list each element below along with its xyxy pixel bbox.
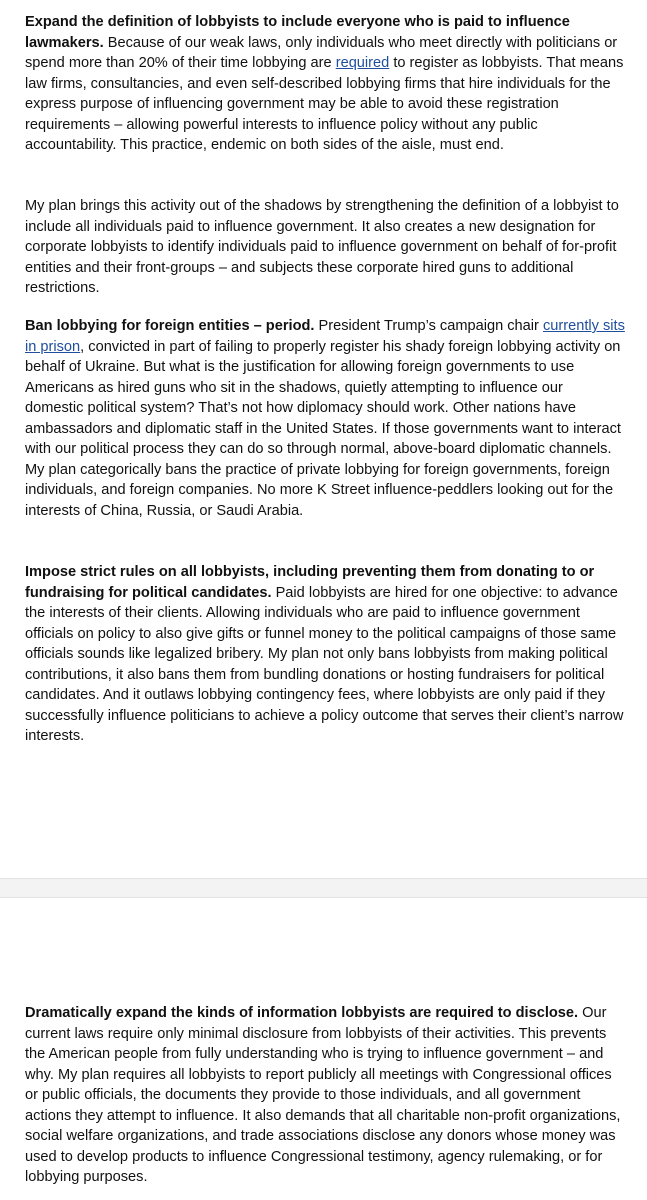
paragraph-disclosure bbox=[25, 1003, 625, 1188]
body-text: to register as lobbyists. That means law firms, consultancies, and even self-described lobbying firms that hire individuals for the express purpose of influencing government may be able to avoid these registration requirements – allowing powerful interests to influence policy without any public accountability. This practice, endemic on both sides of the aisle, must end. bbox=[25, 55, 624, 153]
paragraph-foreign-ban bbox=[25, 316, 625, 521]
body-text: President Trump’s campaign chair bbox=[318, 318, 539, 334]
paragraph-shadows bbox=[25, 196, 625, 299]
heading-disclosure: Dramatically expand the kinds of information lobbyists are required to disclose. bbox=[25, 1005, 579, 1021]
body-text: Paid lobbyists are hired for one objective: to advance the interests of their clients. Allowing individuals who are paid to influence government officials on policy to also give gifts or funnel money to the political campaigns of those same officials sounds like legalized bribery. My plan not only bans lobbyists from making political contributions, it also bans them from bundling donations or hosting fundraisers for political candidates. And it outlaws lobbying contingency fees, where lobbyists are only paid if they successfully influence politicians to achieve a policy outcome that serves their client’s narrow interests. bbox=[25, 584, 624, 744]
body-text: , convicted in part of failing to properly register his shady foreign lobbying activity on behalf of Ukraine. But what is the justification for allowing foreign governments to use Americans as hired guns who sit in the shadows, quietly attempting to influence our domestic political system? That’s not how diplomacy should work. Other nations have ambassadors and diplomatic staff in the United States. If those governments want to interact with our political process they can do so through normal, above-board diplomatic channels. My plan categorically bans the practice of private lobbying for foreign governments, foreign individuals, and foreign companies. No more K Street influence-peddlers looking out for the interests of China, Russia, or Saudi Arabia. bbox=[25, 338, 621, 519]
body-text: Our current laws require only minimal disclosure from lobbyists of their activities. This prevents the American people from fully understanding who is trying to influence government – and why. My plan requires all lobbyists to report publicly all meetings with Congressional offices or public officials, the documents they provide to those individuals, and all government actions they attempt to influence. It also demands that all charitable non-profit organizations, social welfare organizations, and trade associations disclose any donors whose money was used to develop products to influence Congressional testimony, agency rulemaking, or for lobbying purposes. bbox=[25, 1005, 621, 1185]
link-currently-sits-in-prison[interactable]: currently sits in prison bbox=[25, 318, 625, 355]
link-required[interactable]: required bbox=[335, 55, 390, 71]
paragraph-strict-rules bbox=[25, 562, 625, 747]
body-text: My plan brings this activity out of the shadows by strengthening the definition of a lobbyist to include all individuals paid to influence government. It also creates a new designation for corporate lobbyists to identify individuals paid to influence government on behalf of for-profit entities and their front-groups – and subjects these corporate hired guns to additional restrictions. bbox=[25, 198, 619, 296]
heading-strict-rules: Impose strict rules on all lobbyists, including preventing them from donating to or fundraising for political candidates. bbox=[25, 564, 595, 601]
heading-lobbyist-definition: Expand the definition of lobbyists to include everyone who is paid to influence lawmakers. bbox=[25, 14, 570, 51]
body-text: Because of our weak laws, only individuals who meet directly with politicians or spend more than 20% of their time lobbying are bbox=[25, 34, 618, 71]
page-break bbox=[0, 878, 647, 898]
heading-foreign-ban: Ban lobbying for foreign entities – period. bbox=[25, 318, 315, 334]
paragraph-lobbyist-definition bbox=[25, 12, 625, 156]
